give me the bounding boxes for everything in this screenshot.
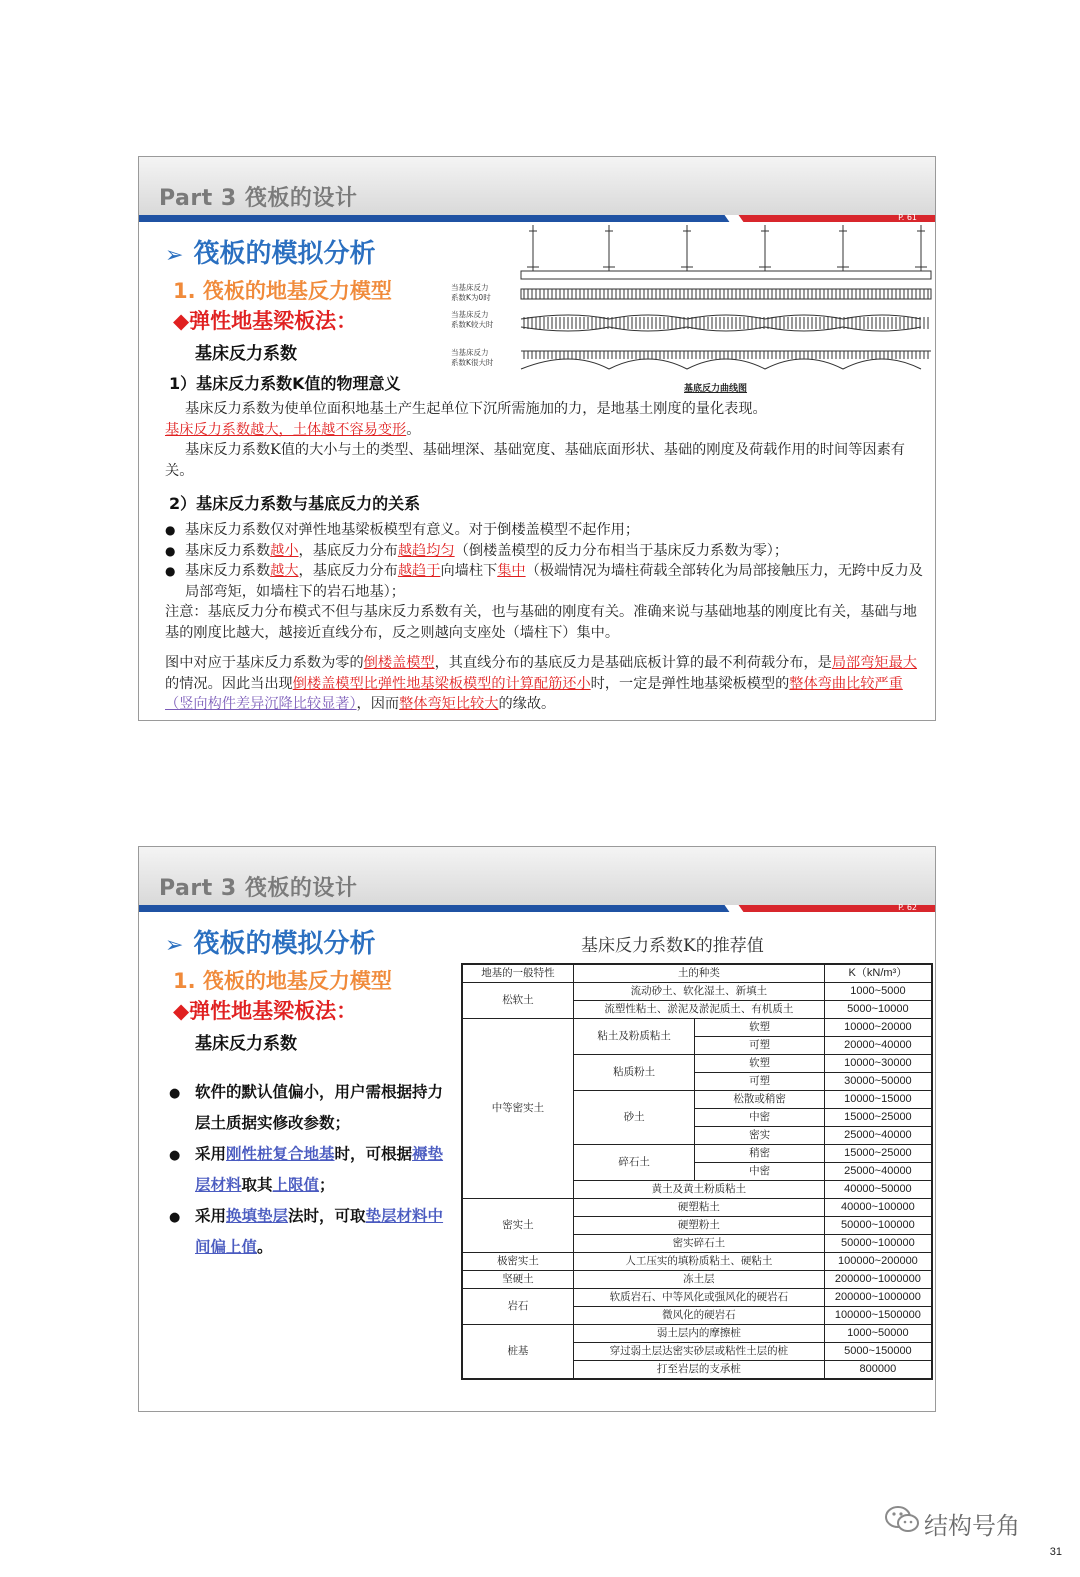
- diagram-label-1a: 当基床反力: [451, 283, 489, 292]
- table-group: 中等密实土: [462, 1019, 573, 1199]
- table-cell: 密实碎石土: [573, 1235, 824, 1253]
- table-row: [462, 1199, 932, 1217]
- reaction-curve-diagram: [451, 223, 935, 395]
- rec-bullet-2: ● 采用刚性桩复合地基时，可根据褥垫层材料取其上限值；: [169, 1139, 449, 1201]
- table-row: [462, 1019, 932, 1037]
- table-group: 密实土: [462, 1199, 573, 1253]
- table-cell: 5000~150000: [824, 1343, 932, 1361]
- table-cell: 中密: [695, 1109, 824, 1127]
- diagram-drawing: [521, 225, 931, 369]
- table-subgroup: 粘土及粉质粘土: [573, 1019, 695, 1055]
- para-1: 基床反力系数为使单位面积地基土产生起单位下沉所需施加的力，是地基土刚度的量化表现。: [185, 401, 767, 417]
- part-title: Part 3 筏板的设计: [159, 876, 358, 901]
- table-cell: 中密: [695, 1163, 824, 1181]
- table-header-row: [462, 964, 932, 983]
- bullet-1: ● 基床反力系数仅对弹性地基梁板模型有意义。对于倒楼盖模型不起作用；: [165, 520, 925, 541]
- table-cell: 25000~40000: [824, 1163, 932, 1181]
- table-cell: 冻土层: [573, 1271, 824, 1289]
- header-bar-blue: [139, 215, 737, 222]
- slide-header: [139, 157, 935, 215]
- section2-title: 2）基床反力系数与基底反力的关系: [169, 494, 421, 513]
- table-cell: 硬塑粘土: [573, 1199, 824, 1217]
- section1-title: 1）基床反力系数K值的物理意义: [169, 374, 401, 393]
- table-cell: 打至岩层的支承桩: [573, 1361, 824, 1380]
- table-cell: 1000~50000: [824, 1325, 932, 1343]
- table-cell: 40000~100000: [824, 1199, 932, 1217]
- section1-body: [165, 399, 925, 481]
- table-cell: 50000~100000: [824, 1235, 932, 1253]
- table-cell: 穿过弱土层达密实砂层或粘性土层的桩: [573, 1343, 824, 1361]
- table-cell: 40000~50000: [824, 1181, 932, 1199]
- rec-bullet-1: ● 软件的默认值偏小，用户需根据持力层土质据实修改参数；: [169, 1077, 449, 1139]
- table-cell: 20000~40000: [824, 1037, 932, 1055]
- diagram-label-2a: 当基床反力: [451, 310, 489, 319]
- table-subgroup: 碎石土: [573, 1145, 695, 1181]
- table-cell: 15000~25000: [824, 1109, 932, 1127]
- table-group: 坚硬土: [462, 1271, 573, 1289]
- diagram-slab: [521, 271, 931, 279]
- table-row: [462, 1325, 932, 1343]
- table-cell: 微风化的硬岩石: [573, 1307, 824, 1325]
- note: 注意：基底反力分布模式不但与基床反力系数有关，也与基础的刚度有关。准确来说与基础地基的刚度比有关，基础与地基的刚度比越大，越接近直线分布，反之则越向支座处（墙柱下）集中。: [165, 604, 917, 641]
- diagram-uniform-band: [521, 289, 931, 299]
- table-header: K（kN/m³）: [824, 964, 932, 983]
- method-heading: ◆弹性地基梁板法：: [173, 309, 358, 333]
- table-subgroup: 砂土: [573, 1091, 695, 1145]
- table-cell: 15000~25000: [824, 1145, 932, 1163]
- diagram-label-3a: 当基床反力: [451, 348, 489, 357]
- table-group: 松软土: [462, 983, 573, 1019]
- table-cell: 800000: [824, 1361, 932, 1380]
- slide-p61: [138, 156, 936, 721]
- table-cell: 密实: [695, 1127, 824, 1145]
- table-cell: 100000~200000: [824, 1253, 932, 1271]
- k-label: 基床反力系数: [195, 344, 297, 364]
- diagram-wave-bottom: [521, 327, 921, 331]
- table-row: [462, 983, 932, 1001]
- k-label: 基床反力系数: [195, 1034, 297, 1054]
- recommendation-list: [169, 1077, 449, 1263]
- logo-text: 结构号角: [924, 1512, 1020, 1540]
- table-cell: 黄土及黄土粉质粘土: [573, 1181, 824, 1199]
- table-subgroup: 粘质粉土: [573, 1055, 695, 1091]
- main-heading: ➢ 筏板的模拟分析: [165, 239, 376, 269]
- slide-page-label: P. 62: [898, 903, 917, 912]
- table-title: 基床反力系数K的推荐值: [581, 936, 764, 956]
- slide-p62: [138, 846, 936, 1412]
- table-cell: 硬塑粉土: [573, 1217, 824, 1235]
- table-group: 岩石: [462, 1289, 573, 1325]
- para-2: 基床反力系数K值的大小与土的类型、基础埋深、基础宽度、基础底面形状、基础的刚度及荷载作用的时间等因素有关。: [165, 442, 905, 479]
- table-group: 极密实土: [462, 1253, 573, 1271]
- rec-bullet-3: ● 采用换填垫层法时，可取垫层材料中间偏上值。: [169, 1201, 449, 1263]
- diagram-label-3b: 系数K很大时: [451, 358, 494, 367]
- table-cell: 50000~100000: [824, 1217, 932, 1235]
- table-cell: 1000~5000: [824, 983, 932, 1001]
- table-cell: 25000~40000: [824, 1127, 932, 1145]
- table-cell: 可塑: [695, 1037, 824, 1055]
- section2-body: [165, 520, 925, 715]
- slide-page-label: P. 61: [898, 213, 917, 222]
- table-row: [462, 1289, 932, 1307]
- slide-header: [139, 847, 935, 905]
- table-cell: 可塑: [695, 1073, 824, 1091]
- last-paragraph: 图中对应于基床反力系数为零的倒楼盖模型，其直线分布的基底反力是基础底板计算的最不利荷载分布，是局部弯矩最大的情况。因此当出现倒楼盖模型比弹性地基梁板模型的计算配筋还小时，一定是弹性地基梁板模型的整体弯曲比较严重（竖向构件差异沉降比较显著），因而整体弯矩比较大的缘故。: [165, 655, 917, 712]
- para-1-red: 基床反力系数越大，土体越不容易变形。: [165, 421, 421, 438]
- bullet-2: ● 基床反力系数越小，基底反力分布越趋均匀（倒楼盖模型的反力分布相当于基床反力系数为零）；: [165, 541, 925, 562]
- table-cell: 100000~1500000: [824, 1307, 932, 1325]
- table-cell: 弱土层内的摩擦桩: [573, 1325, 824, 1343]
- table-cell: 稍密: [695, 1145, 824, 1163]
- table-cell: 软塑: [695, 1019, 824, 1037]
- subheading: 1. 筏板的地基反力模型: [173, 279, 392, 303]
- table-cell: 10000~30000: [824, 1055, 932, 1073]
- table-cell: 10000~15000: [824, 1091, 932, 1109]
- table-cell: 流塑性粘土、淤泥及淤泥质土、有机质土: [573, 1001, 824, 1019]
- table-cell: 松散或稍密: [695, 1091, 824, 1109]
- bullet-3: ● 基床反力系数越大，基底反力分布越趋于向墙柱下集中（极端情况为墙柱荷载全部转化为局部接触压力，无跨中反力及局部弯矩，如墙柱下的岩石地基）；: [165, 561, 925, 602]
- wechat-icon: [884, 1504, 920, 1534]
- table-group: 桩基: [462, 1325, 573, 1380]
- table-cell: 软塑: [695, 1055, 824, 1073]
- table-cell: 人工压实的填粉质粘土、硬粘土: [573, 1253, 824, 1271]
- arrow-icon: ➢: [165, 243, 184, 268]
- table-cell: 5000~10000: [824, 1001, 932, 1019]
- method-heading: ◆弹性地基梁板法：: [173, 999, 358, 1023]
- table-row: [462, 1253, 932, 1271]
- table-cell: 200000~1000000: [824, 1289, 932, 1307]
- header-bar-blue: [139, 905, 737, 912]
- table-header: 土的种类: [573, 964, 824, 983]
- table-cell: 30000~50000: [824, 1073, 932, 1091]
- table-cell: 流动砂土、软化湿土、新填土: [573, 983, 824, 1001]
- arrow-icon: ➢: [165, 933, 184, 958]
- table-header: 地基的一般特性: [462, 964, 573, 983]
- diagram-wave-top: [521, 315, 921, 319]
- diagram-peak-curve: [521, 359, 921, 369]
- part-title: Part 3 筏板的设计: [159, 186, 358, 211]
- wechat-logo: [884, 1504, 1044, 1538]
- main-heading: ➢ 筏板的模拟分析: [165, 929, 376, 959]
- table-cell: 10000~20000: [824, 1019, 932, 1037]
- diagram-caption: 基底反力曲线图: [684, 384, 748, 394]
- table-cell: 200000~1000000: [824, 1271, 932, 1289]
- page-number: 31: [1049, 1546, 1062, 1558]
- k-value-table: [461, 963, 933, 1380]
- subheading: 1. 筏板的地基反力模型: [173, 969, 392, 993]
- diagram-label-1b: 系数K为0时: [451, 293, 491, 302]
- table-row: [462, 1271, 932, 1289]
- table-cell: 软质岩石、中等风化或强风化的硬岩石: [573, 1289, 824, 1307]
- diagram-label-2b: 系数K较大时: [451, 320, 494, 329]
